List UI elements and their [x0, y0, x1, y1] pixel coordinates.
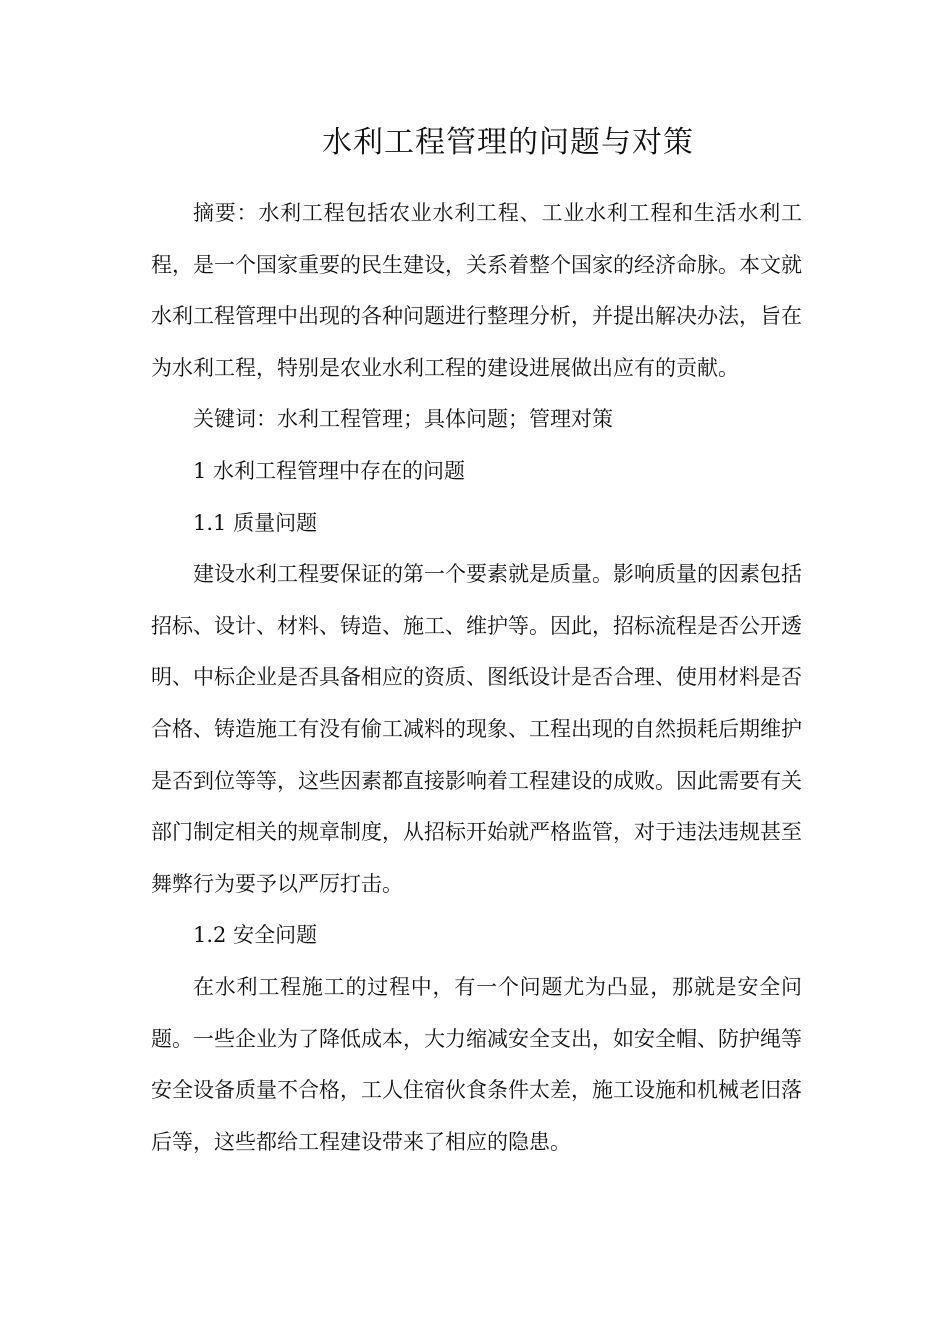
safety-paragraph: 在水利工程施工的过程中，有一个问题尤为凸显，那就是安全问题。一些企业为了降低成本，大力缩减安全支出，如安全帽、防护绳等安全设备质量不合格，工人住宿伙食条件太差，施工设施和机械老旧落后等，这些都给工程建设带来了相应的隐患。 — [151, 974, 802, 1154]
quality-paragraph: 建设水利工程要保证的第一个要素就是质量。影响质量的因素包括招标、设计、材料、铸造、施工、维护等。因此，招标流程是否公开透明、中标企业是否具备相应的资质、图纸设计是否合理、使用材料是否合格、铸造施工有没有偷工减料的现象、工程出现的自然损耗后期维护是否到位等等，这些因素都直接影响着工程建设的成败。因此需要有关部门制定相关的规章制度，从招标开始就严格监管，对于违法违规甚至舞弊行为要予以严厉打击。 — [151, 562, 802, 896]
keywords-paragraph: 关键词：水利工程管理；具体问题；管理对策 — [193, 407, 613, 432]
section-heading-1: 1 水利工程管理中存在的问题 — [193, 458, 466, 483]
document-title: 水利工程管理的问题与对策 — [322, 125, 694, 160]
abstract-paragraph: 摘要：水利工程包括农业水利工程、工业水利工程和生活水利工程，是一个国家重要的民生建设，关系着整个国家的经济命脉。本文就水利工程管理中出现的各种问题进行整理分析，并提出解决办法，旨在为水利工程，特别是农业水利工程的建设进展做出应有的贡献。 — [151, 201, 802, 380]
document-body — [151, 188, 802, 1168]
subsection-heading-1-2: 1.2 安全问题 — [193, 923, 318, 948]
subsection-heading-1-1: 1.1 质量问题 — [193, 510, 318, 535]
